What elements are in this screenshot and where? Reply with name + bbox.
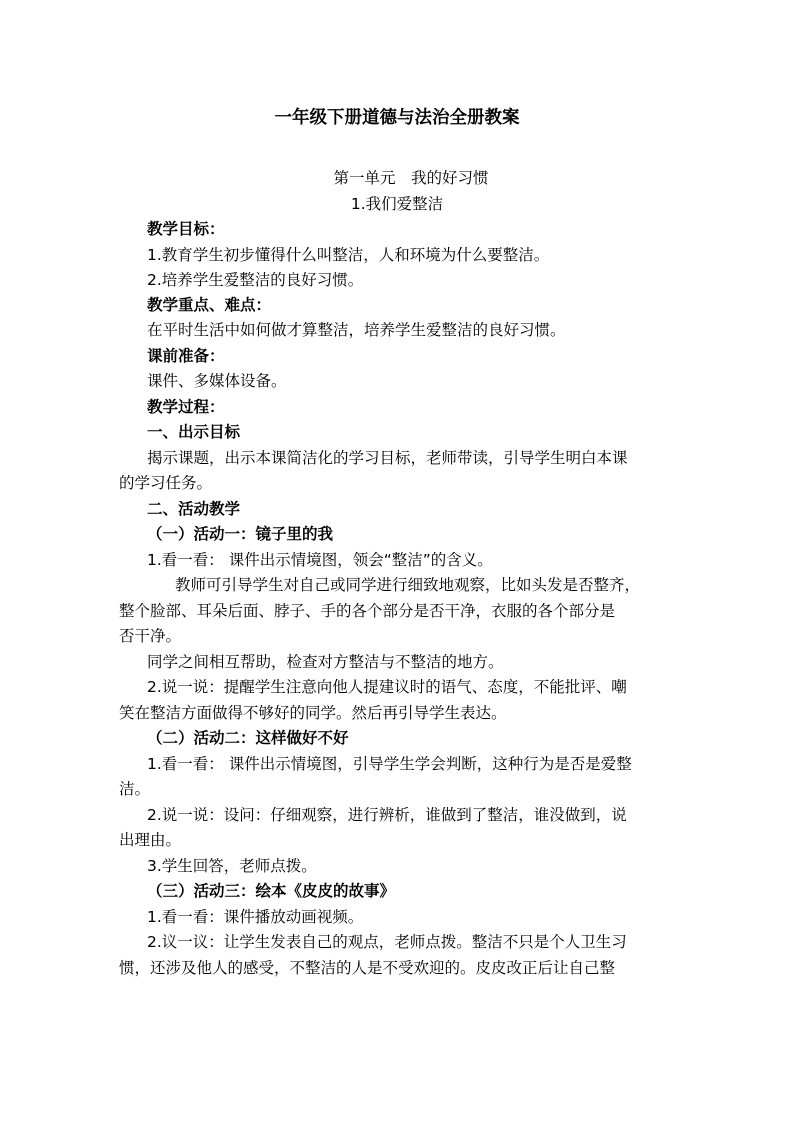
unit-heading: 第一单元 我的好习惯 xyxy=(333,169,489,187)
activity-1-teacher-line-1: 教师可引导学生对自己或同学进行细致地观察，比如头发是否整齐， xyxy=(175,576,641,594)
section-1-line-2: 的学习任务。 xyxy=(119,474,213,492)
activity-2-look-line-2: 洁。 xyxy=(119,780,151,798)
preparation-heading: 课前准备： xyxy=(147,347,225,365)
key-points-text: 在平时生活中如何做才算整洁，培养学生爱整洁的良好习惯。 xyxy=(147,321,566,339)
activity-2-say-line-1: 2.说一说：设问：仔细观察，进行辨析，谁做到了整洁，谁没做到，说 xyxy=(147,806,627,824)
key-points-heading: 教学重点、难点： xyxy=(147,296,272,314)
lesson-title: 1.我们爱整洁 xyxy=(350,195,444,213)
section-2-heading: 二、活动教学 xyxy=(147,500,241,518)
process-heading: 教学过程： xyxy=(147,398,225,416)
section-1-line-1: 揭示课题，出示本课简洁化的学习目标，老师带读，引导学生明白本课 xyxy=(147,449,628,467)
objective-item-1: 1.教育学生初步懂得什么叫整洁，人和环境为什么要整洁。 xyxy=(147,246,550,264)
activity-2-look-line-1: 1.看一看： 课件出示情境图，引导学生学会判断，这种行为是否是爱整 xyxy=(147,755,632,773)
activity-1-teacher-line-2: 整个脸部、耳朵后面、脖子、手的各个部分是否干净，衣服的各个部分是 xyxy=(119,602,616,620)
objective-item-2: 2.培养学生爱整洁的良好习惯。 xyxy=(147,271,364,289)
activity-3-discuss-line-1: 2.议一议：让学生发表自己的观点，老师点拨。整洁不只是个人卫生习 xyxy=(147,933,627,951)
section-1-heading: 一、出示目标 xyxy=(147,423,241,441)
activity-3-heading: （三）活动三：绘本《皮皮的故事》 xyxy=(147,882,396,900)
activity-3-look: 1.看一看：课件播放动画视频。 xyxy=(147,908,364,926)
preparation-text: 课件、多媒体设备。 xyxy=(147,372,287,390)
activity-1-teacher-line-3: 否干净。 xyxy=(119,627,182,645)
activity-2-heading: （二）活动二：这样做好不好 xyxy=(147,729,349,747)
activity-1-say-line-1: 2.说一说：提醒学生注意向他人提建议时的语气、态度，不能批评、嘲 xyxy=(147,678,627,696)
activity-1-look: 1.看一看： 课件出示情境图，领会“整洁”的含义。 xyxy=(147,551,493,569)
activity-3-discuss-line-2: 惯，还涉及他人的感受，不整洁的人是不受欢迎的。皮皮改正后让自己整 xyxy=(119,959,616,977)
activity-1-help: 同学之间相互帮助，检查对方整洁与不整洁的地方。 xyxy=(147,653,504,671)
objectives-heading: 教学目标： xyxy=(147,220,225,238)
activity-2-say-line-2: 出理由。 xyxy=(119,831,182,849)
document-title: 一年级下册道德与法治全册教案 xyxy=(274,108,520,128)
activity-1-say-line-2: 笑在整洁方面做得不够好的同学。然后再引导学生表达。 xyxy=(119,704,507,722)
activity-2-answer: 3.学生回答，老师点拨。 xyxy=(147,857,317,875)
activity-1-heading: （一）活动一：镜子里的我 xyxy=(147,525,334,543)
